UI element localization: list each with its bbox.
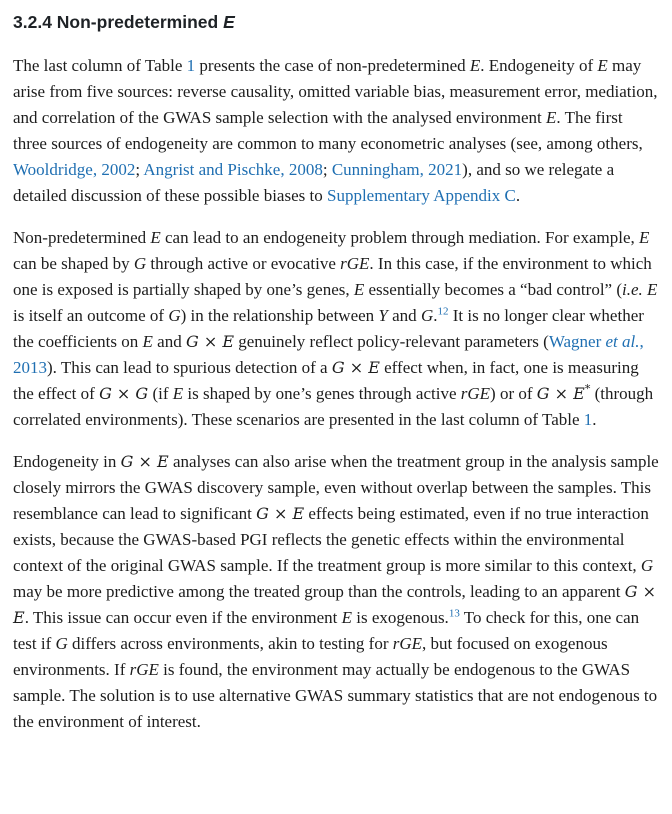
supplementary-appendix-c-link[interactable]: Supplementary Appendix C — [326, 186, 516, 205]
text-run: analyses can also arise when the treatment group in the analysis sample closely mirrors the GWAS discovery sample, even without overlap between the samples. This resemblance can lead to significant — [13, 452, 659, 523]
text-run: ; — [322, 160, 332, 179]
section-heading — [13, 11, 659, 33]
text-run: The last column of Table — [13, 56, 187, 75]
text-run: effect when, in fact, one is measuring the effect of — [13, 358, 639, 403]
text-run: may arise from five sources: reverse causality, omitted variable bias, measurement error, mediation, and correlation of the GWAS sample selection with the analysed environment — [13, 56, 658, 127]
text-run: . In this case, if the environment to which one is exposed is partially shaped by one’s genes, — [13, 254, 652, 299]
text-run: ), and so we relegate a detailed discussion of these possible biases to — [13, 160, 615, 205]
text-run: , but focused on exogenous environments. If — [13, 634, 608, 679]
text-run: through active or evocative — [146, 254, 341, 273]
text-run: (through correlated environments). These scenarios are presented in the last column of Table — [13, 384, 654, 429]
text-run: G × E — [185, 332, 234, 351]
text-run: . This issue can occur even if the environment — [24, 608, 342, 627]
text-run: E — [150, 228, 161, 247]
text-run: G — [55, 634, 68, 653]
paragraph-gwas-sample-resemblance — [13, 449, 659, 735]
text-run: and — [152, 332, 186, 351]
table-1-link[interactable]: 1 — [186, 56, 196, 75]
text-run: E — [546, 108, 557, 127]
text-run: (if — [148, 384, 173, 403]
text-run: E — [172, 384, 184, 403]
wooldridge-2002-link[interactable]: Wooldridge, 2002 — [13, 160, 136, 179]
text-run: E — [647, 280, 658, 299]
text-run: differs across environments, akin to testing for — [67, 634, 393, 653]
text-run: . The first three sources of endogeneity are common to many econometric analyses (see, among others, — [13, 108, 643, 153]
text-run: E — [223, 12, 235, 32]
text-run: is shaped by one’s genes through active — [183, 384, 461, 403]
text-run: genuinely reflect policy-relevant parameters ( — [234, 332, 549, 351]
text-run: G × E — [256, 504, 305, 523]
wagner-2013-link[interactable]: Wagner — [548, 332, 606, 351]
text-run: . — [515, 186, 521, 205]
text-run: E — [353, 280, 365, 299]
text-run: E — [142, 332, 153, 351]
paragraph-intro-endogeneity-sources — [13, 53, 659, 209]
text-run: G × E — [13, 582, 657, 627]
text-run: ) in the relationship between — [180, 306, 379, 325]
text-run: G — [133, 254, 147, 273]
footnote-12-link[interactable]: 12 — [437, 305, 449, 318]
text-run: essentially becomes a “bad control” ( — [364, 280, 622, 299]
text-run: It is no longer clear whether the coefficients on — [13, 306, 644, 351]
text-run: rGE — [129, 660, 159, 679]
text-run: E — [469, 56, 481, 75]
text-run: can lead to an endogeneity problem through mediation. For example, — [160, 228, 639, 247]
text-run: can be shaped by — [13, 254, 134, 273]
text-run: To check for this, one can test if — [13, 608, 640, 653]
text-run: ) or of — [490, 384, 537, 403]
text-run: . Endogeneity of — [480, 56, 598, 75]
text-run: presents the case of non-predetermined — [195, 56, 470, 75]
text-run: . — [592, 410, 597, 429]
text-run: E — [341, 608, 353, 627]
text-run: G — [168, 306, 181, 325]
text-run: is found, the environment may actually be endogenous to the GWAS sample. The solution is to use alternative GWAS summary statistics that are not endogenous to the environment of interest. — [13, 660, 658, 731]
text-run: G × E — [331, 358, 380, 377]
table-1-link[interactable]: 1 — [583, 410, 593, 429]
text-run: i.e. — [622, 280, 643, 299]
wagner-2013-link[interactable]: et al. — [605, 332, 640, 351]
text-run: Non-predetermined — [13, 228, 151, 247]
text-run: G — [640, 556, 654, 575]
text-run: G × G — [99, 384, 149, 403]
text-run: and — [387, 306, 421, 325]
text-run: 3.2.4 Non-predetermined — [13, 12, 224, 32]
angrist-pischke-2008-link[interactable]: Angrist and Pischke, 2008 — [143, 160, 323, 179]
wagner-2013-link[interactable]: , 2013 — [13, 332, 644, 377]
text-run: rGE — [392, 634, 423, 653]
text-run: E — [597, 56, 608, 75]
text-run: G — [420, 306, 434, 325]
text-run: Y — [378, 306, 388, 325]
text-run: ). This can lead to spurious detection of a — [47, 358, 332, 377]
text-run: rGE — [340, 254, 370, 273]
paragraph-mediation-bad-control — [13, 225, 659, 433]
text-run: Endogeneity in — [13, 452, 121, 471]
text-run: G × E — [120, 452, 169, 471]
text-run: E — [639, 228, 650, 247]
text-run: ; — [135, 160, 144, 179]
cunningham-2021-link[interactable]: Cunningham, 2021 — [331, 160, 463, 179]
text-run: may be more predictive among the treated group than the controls, leading to an apparent — [13, 582, 625, 601]
text-run: . — [433, 306, 438, 325]
text-run: * — [584, 382, 591, 396]
text-run: effects being estimated, even if no true interaction exists, because the GWAS-based PGI reflects the genetic effects within the environmental context of the original GWAS sample. If the treatment group is more similar to this context, — [13, 504, 649, 575]
text-run: G × E — [536, 384, 585, 403]
text-run: is exogenous. — [352, 608, 449, 627]
text-run: is itself an outcome of — [13, 306, 169, 325]
text-run: rGE — [460, 384, 491, 403]
footnote-13-link[interactable]: 13 — [448, 607, 460, 620]
